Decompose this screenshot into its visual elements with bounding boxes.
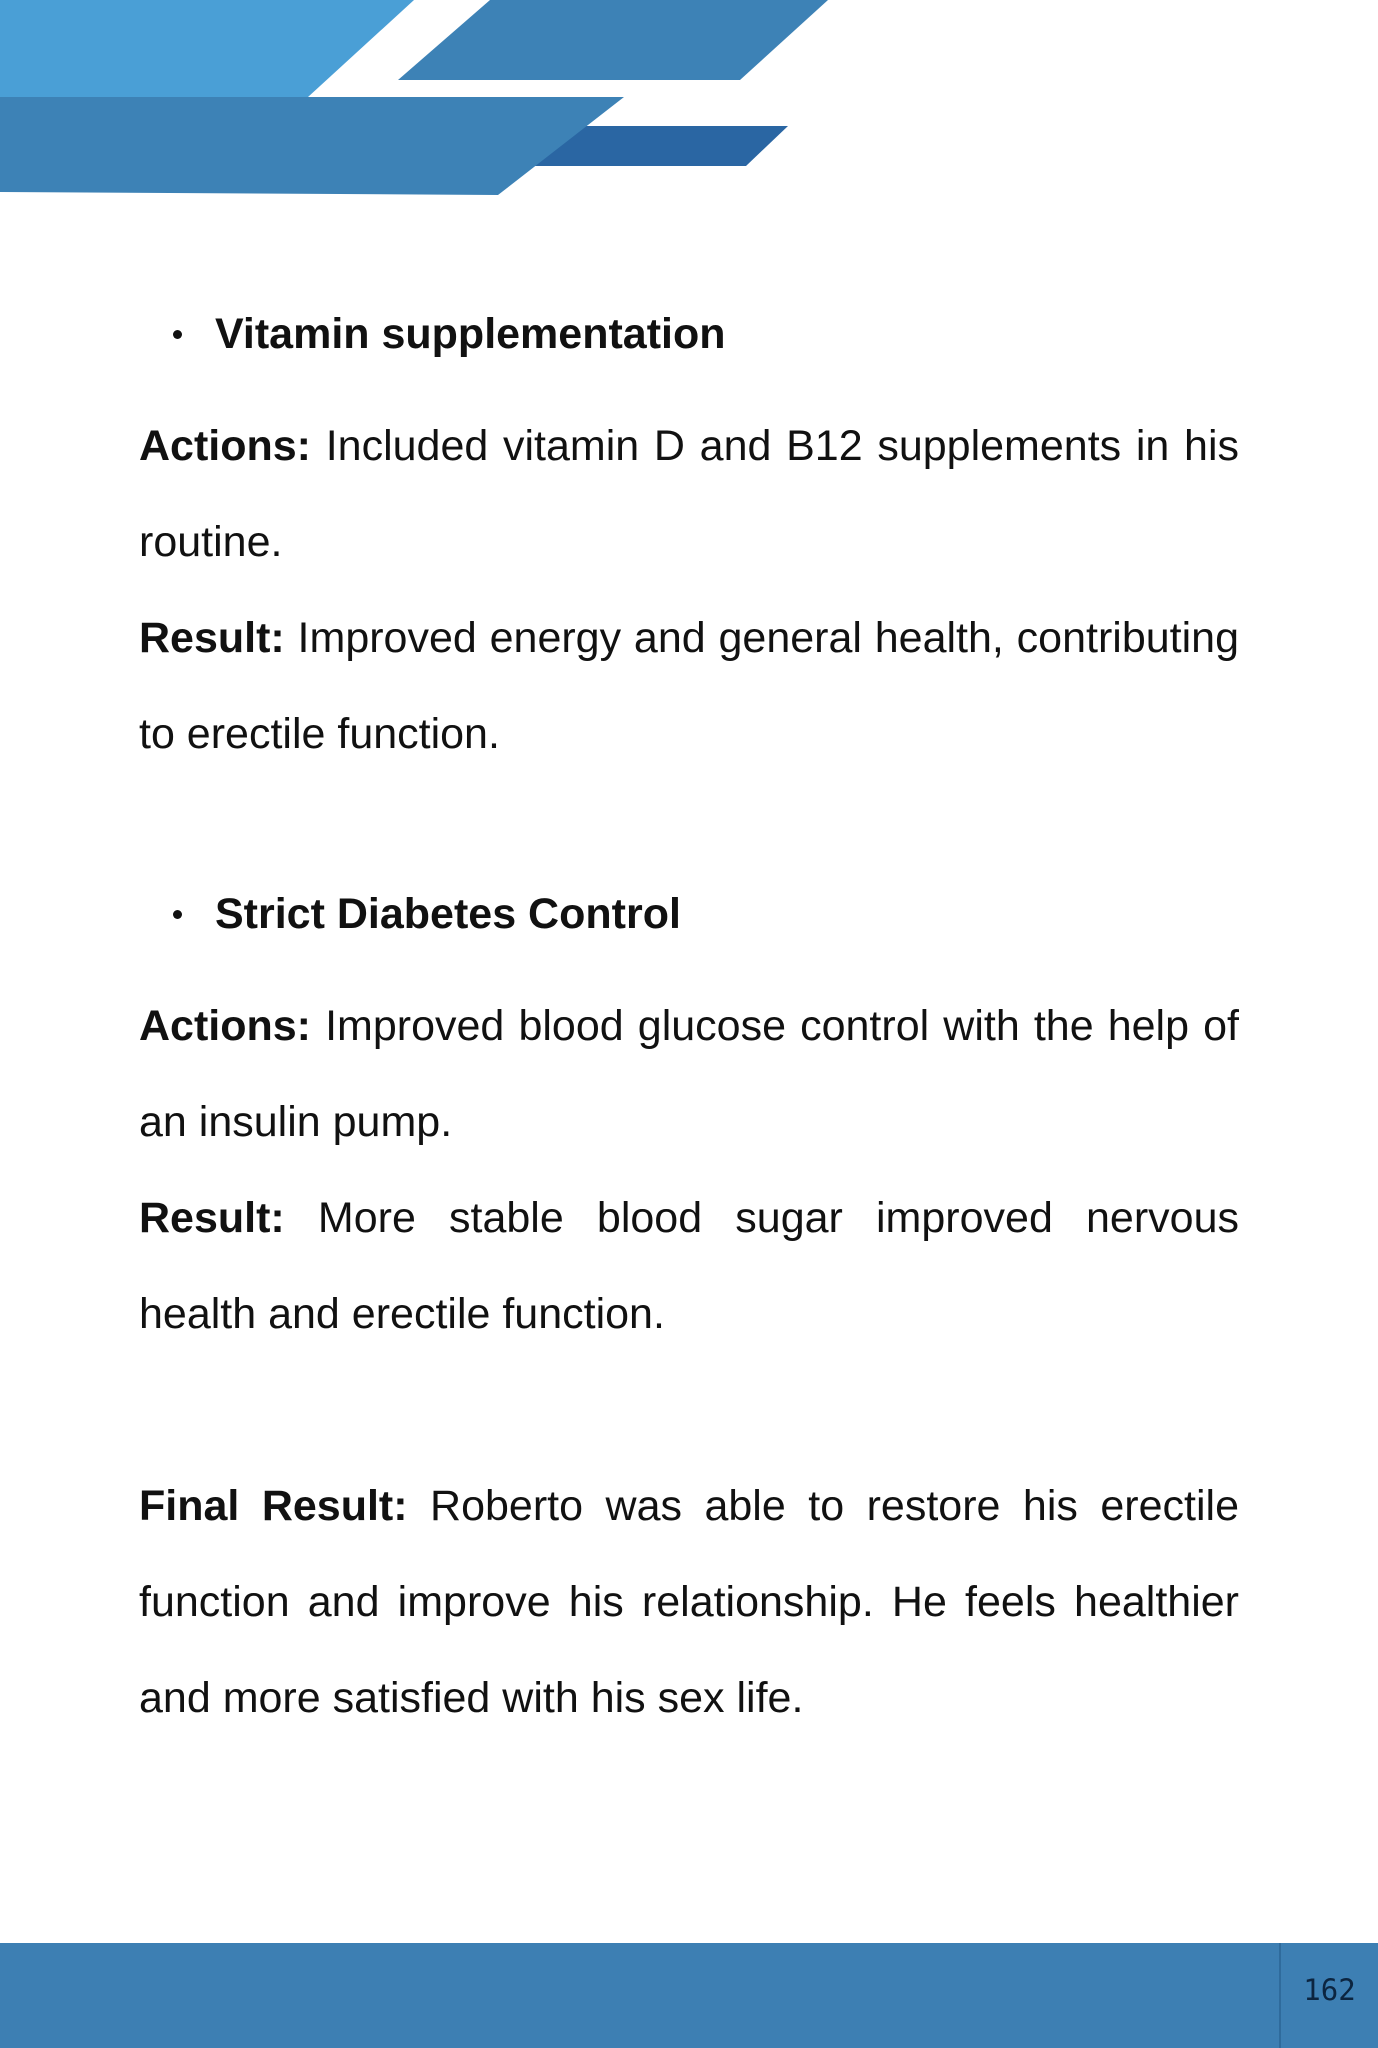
banner-stripe-light [0,0,414,97]
result-text: More stable blood sugar improved nervous health and erectile function. [139,1194,1239,1338]
section-heading-text: Strict Diabetes Control [215,889,681,938]
result-paragraph [139,1170,1239,1362]
page-content [139,300,1239,1746]
result-label: Result: [139,614,285,662]
header-banner-graphic [0,0,1378,210]
result-label: Result: [139,1194,285,1242]
actions-paragraph [139,978,1239,1170]
result-paragraph [139,590,1239,782]
page-number-box [1279,1943,1378,2048]
section-heading-vitamin [173,304,1239,364]
banner-stripe-main [0,97,624,195]
result-text: Improved energy and general health, contributing to erectile function. [139,614,1239,758]
final-result-text: Roberto was able to restore his erectile function and improve his relationship. He feels healthier and more satisfied with his sex life. [139,1482,1239,1722]
final-result-paragraph [139,1458,1239,1746]
bullet-icon [173,330,182,339]
section-heading-text: Vitamin supplementation [215,309,726,358]
final-result-label: Final Result: [139,1482,408,1530]
section-heading-diabetes [173,884,1239,944]
page-number: 162 [1303,1972,1356,2007]
actions-label: Actions: [139,422,311,470]
banner-stripe-upper [398,0,828,80]
bullet-icon [173,910,182,919]
actions-paragraph [139,398,1239,590]
actions-label: Actions: [139,1002,311,1050]
actions-text: Included vitamin D and B12 supplements in his routine. [139,422,1239,566]
actions-text: Improved blood glucose control with the help of an insulin pump. [139,1002,1239,1146]
footer-bar [0,1943,1378,2048]
